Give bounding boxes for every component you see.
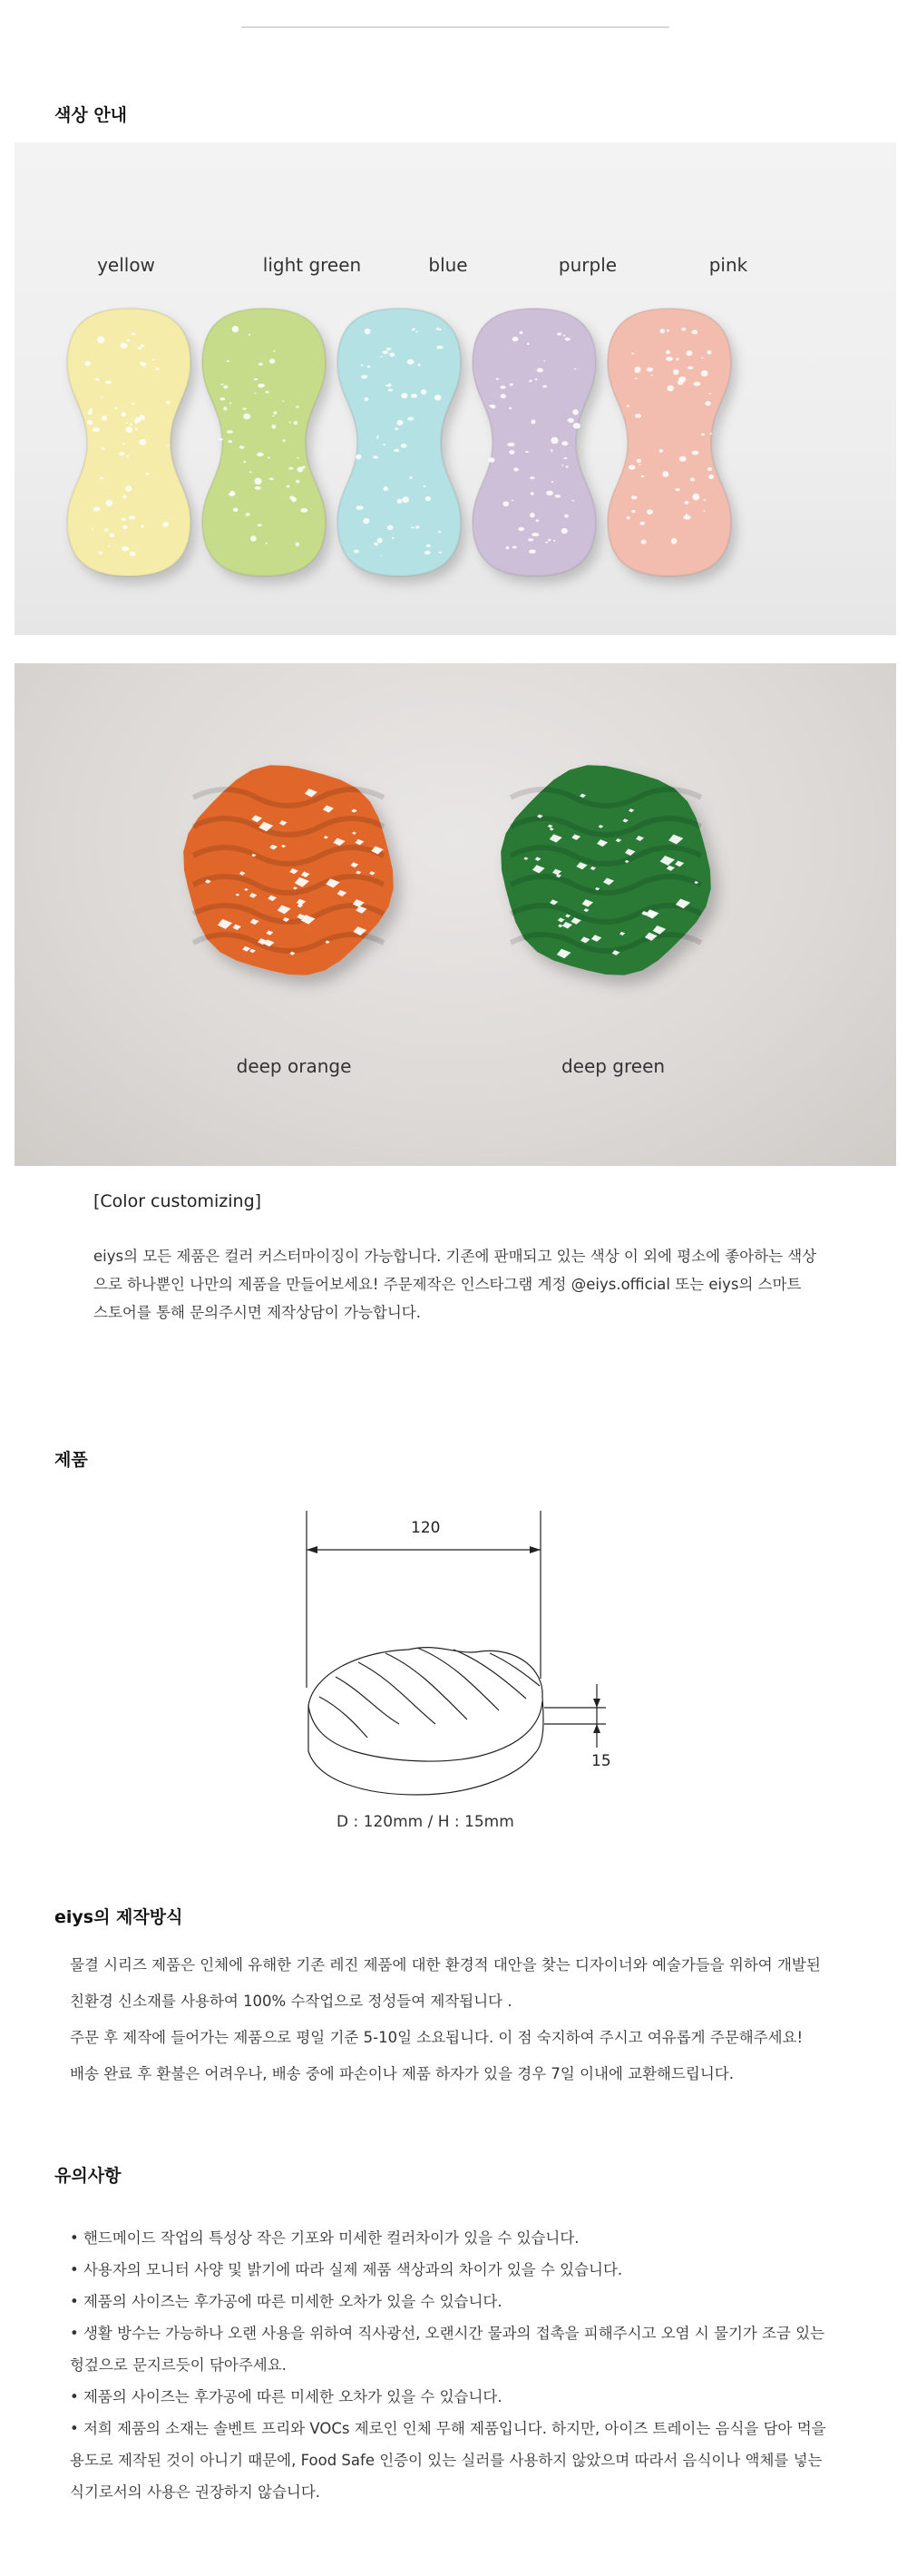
width-dimension-label: 120: [411, 1519, 441, 1537]
notice-list: [70, 2222, 850, 2508]
color-label-pink: pink: [708, 254, 748, 276]
notice-line: • 핸드메이드 작업의 특성상 작은 기포와 미세한 컬러차이가 있을 수 있습니다.: [70, 2229, 580, 2247]
tray-purple: [473, 309, 596, 576]
coaster-label-deep-orange: deep orange: [236, 1055, 352, 1077]
coasters-photo: [15, 663, 896, 1166]
tray-yellow: [67, 309, 190, 576]
tray-pink: [608, 309, 731, 576]
trays-illustration: [15, 142, 896, 635]
height-dimension-label: 15: [591, 1752, 611, 1770]
customizing-text: eiys의 모든 제품은 컬러 커스터마이징이 가능합니다. 기존에 판매되고 있는 색상 이 외에 평소에 좋아하는 색상으로 하나뿐인 나만의 제품을 만들어보세요! 주문제작은 인스타그램 계정 @eiys.official 또는 eiys의 스마트 스토어를 통해 문의주시면 제작상담이 가능합니다.: [93, 1248, 817, 1321]
process-line: 친환경 신소재를 사용하여 100% 수작업으로 정성들여 제작됩니다 .: [70, 1993, 512, 2010]
notice-line: 식기로서의 사용은 권장하지 않습니다.: [70, 2483, 321, 2501]
coasters-illustration: [15, 663, 896, 1166]
product-title: 제품: [54, 1450, 88, 1470]
notice-title: 유의사항: [54, 2166, 122, 2186]
notice-line: • 사용자의 모니터 사양 및 밝기에 따라 실제 제품 색상과의 차이가 있을 수 있습니다.: [70, 2261, 623, 2278]
coaster-deep-green: [501, 765, 711, 975]
notice-line: • 제품의 사이즈는 후가공에 따른 미세한 오차가 있을 수 있습니다.: [70, 2388, 502, 2405]
coaster-label-deep-green: deep green: [561, 1055, 666, 1077]
notice-line: 헝겊으로 문지르듯이 닦아주세요.: [70, 2356, 287, 2374]
color-guide-title: 색상 안내: [54, 105, 128, 125]
color-label-yellow: yellow: [97, 254, 155, 276]
tray-blue: [337, 309, 461, 576]
process-line: 주문 후 제작에 들어가는 제품으로 평일 기준 5-10일 소요됩니다. 이 점 숙지하여 주시고 여유롭게 주문해주세요!: [70, 2029, 804, 2046]
notice-line: • 제품의 사이즈는 후가공에 따른 미세한 오차가 있을 수 있습니다.: [70, 2293, 502, 2310]
product-dimension-drawing: [272, 1506, 635, 1842]
color-label-purple: purple: [558, 254, 618, 276]
top-divider: [241, 26, 669, 28]
notice-line: • 저희 제품의 소재는 솔벤트 프리와 VOCs 제로인 인체 무해 제품입니다. 하지만, 아이즈 트레이는 음식을 담아 먹을: [70, 2420, 826, 2437]
color-label-blue: blue: [428, 254, 468, 276]
color-trays-photo: [15, 142, 896, 635]
process-line: 배송 완료 후 환불은 어려우나, 배송 중에 파손이나 제품 하자가 있을 경우 7일 이내에 교환해드립니다.: [70, 2065, 734, 2082]
notice-line: 용도로 제작된 것이 아니기 때문에, Food Safe 인증이 있는 실러를 사용하지 않았으며 따라서 음식이나 액체를 넣는: [70, 2452, 823, 2469]
process-line: 물결 시리즈 제품은 인체에 유해한 기존 레진 제품에 대한 환경적 대안을 찾는 디자이너와 예술가들을 위하여 개발된: [70, 1956, 821, 1974]
tray-light-green: [202, 309, 326, 576]
color-label-light-green: light green: [262, 254, 362, 276]
customizing-title: [Color customizing]: [93, 1191, 262, 1211]
coaster-deep-orange: [183, 765, 394, 975]
dimension-caption: D : 120mm / H : 15mm: [336, 1813, 514, 1831]
notice-line: • 생활 방수는 가능하나 오랜 사용을 위하여 직사광선, 오랜시간 물과의 접촉을 피해주시고 오염 시 물기가 조금 있는: [70, 2325, 825, 2342]
process-list: [70, 1947, 850, 2092]
process-title: eiys의 제작방식: [54, 1907, 183, 1927]
